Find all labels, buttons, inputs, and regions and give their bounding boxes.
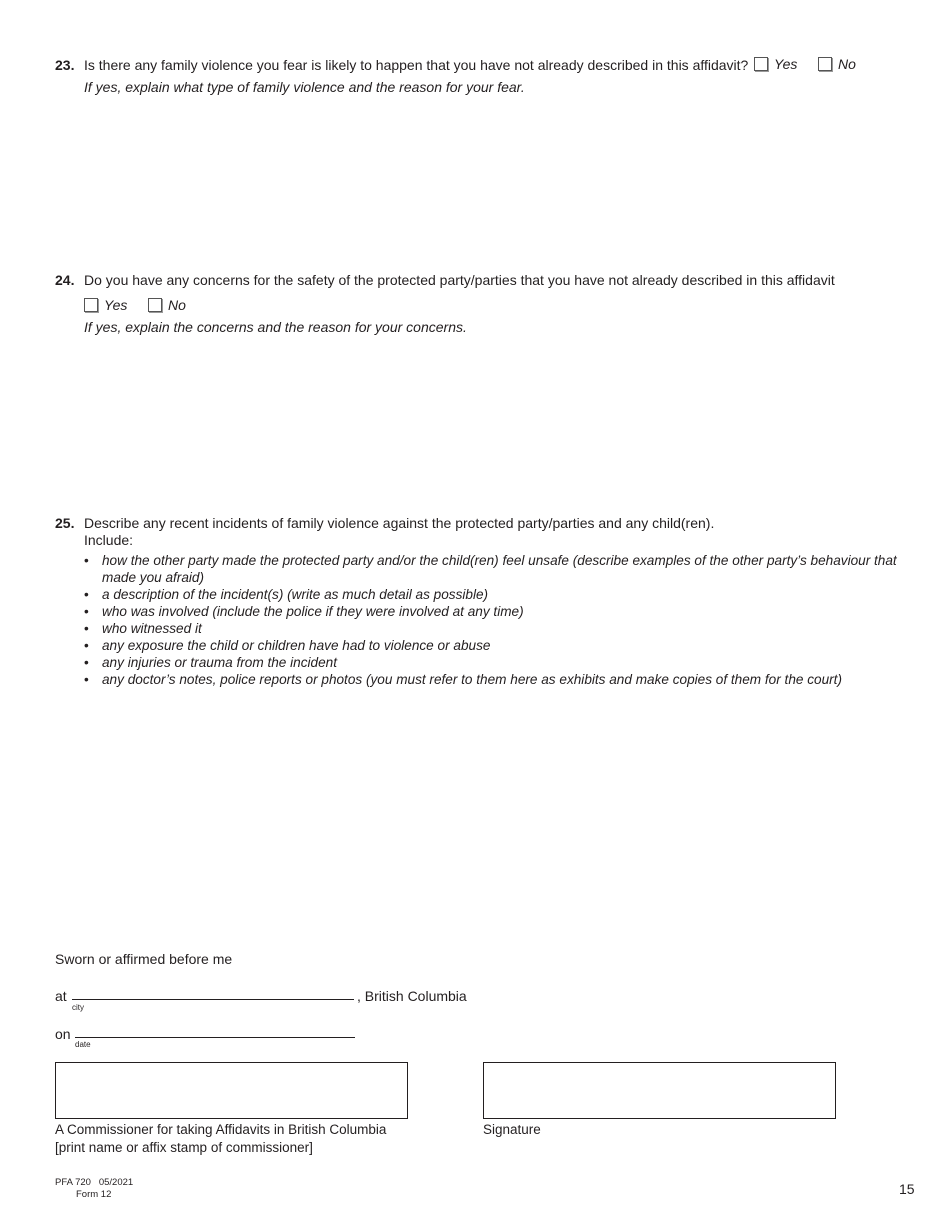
q23-yes-checkbox[interactable] xyxy=(754,57,768,71)
q24-yes-option[interactable] xyxy=(84,297,127,313)
form-name: Form 12 xyxy=(76,1189,112,1200)
list-item: • a description of the incident(s) (write as much detail as possible) xyxy=(84,586,904,603)
signature-box[interactable] xyxy=(483,1062,836,1119)
commissioner-caption: A Commissioner for taking Affidavits in British Columbia xyxy=(55,1122,387,1137)
list-item: • any injuries or trauma from the incident xyxy=(84,654,904,671)
at-label: at xyxy=(55,988,67,1004)
q23-no-label: No xyxy=(838,56,856,72)
commissioner-box[interactable] xyxy=(55,1062,408,1119)
date-input-line[interactable] xyxy=(75,1037,355,1038)
q23-yes-option[interactable] xyxy=(754,56,797,72)
signature-caption: Signature xyxy=(483,1122,541,1137)
list-item: • who witnessed it xyxy=(84,620,904,637)
city-input-line[interactable] xyxy=(72,999,354,1000)
q23-question: Is there any family violence you fear is likely to happen that you have not already described in this affidavit? xyxy=(84,57,749,73)
list-item: • how the other party made the protected party and/or the child(ren) feel unsafe (describe examples of the other party’s behaviour that made you afraid) xyxy=(84,552,904,586)
q25-question: Describe any recent incidents of family violence against the protected party/parties and any child(ren). xyxy=(84,515,715,531)
q24-yes-checkbox[interactable] xyxy=(84,298,98,312)
q24-no-option[interactable] xyxy=(148,297,186,313)
q25-answer-area[interactable] xyxy=(84,700,894,930)
province-label: , British Columbia xyxy=(357,988,467,1004)
q23-yes-label: Yes xyxy=(774,56,798,72)
q25-number: 25. xyxy=(55,515,75,531)
list-item: • who was involved (include the police if they were involved at any time) xyxy=(84,603,904,620)
sworn-statement: Sworn or affirmed before me xyxy=(55,951,233,967)
q23-instruction: If yes, explain what type of family violence and the reason for your fear. xyxy=(84,79,525,95)
city-caption: city xyxy=(72,1003,84,1012)
q23-no-checkbox[interactable] xyxy=(818,57,832,71)
q23-number: 23. xyxy=(55,57,75,73)
q24-number: 24. xyxy=(55,272,75,288)
q23-answer-area[interactable] xyxy=(84,100,894,260)
q23-no-option[interactable] xyxy=(818,56,856,72)
list-item: • any exposure the child or children have had to violence or abuse xyxy=(84,637,904,654)
q24-answer-area[interactable] xyxy=(84,340,894,505)
q24-yes-label: Yes xyxy=(104,297,128,313)
q24-no-label: No xyxy=(168,297,186,313)
date-caption: date xyxy=(75,1040,91,1049)
q24-no-checkbox[interactable] xyxy=(148,298,162,312)
q25-bullet-list xyxy=(84,552,904,688)
q24-instruction: If yes, explain the concerns and the reason for your concerns. xyxy=(84,319,467,335)
list-item: • any doctor’s notes, police reports or photos (you must refer to them here as exhibits and make copies of them for the court) xyxy=(84,671,904,688)
form-code: PFA 720 05/2021 xyxy=(55,1177,134,1188)
commissioner-caption-note: [print name or affix stamp of commissioner] xyxy=(55,1140,313,1155)
on-label: on xyxy=(55,1026,71,1042)
q25-include-label: Include: xyxy=(84,532,134,548)
q24-question: Do you have any concerns for the safety of the protected party/parties that you have not already described in this affidavit xyxy=(84,272,835,288)
page-number: 15 xyxy=(899,1181,915,1197)
